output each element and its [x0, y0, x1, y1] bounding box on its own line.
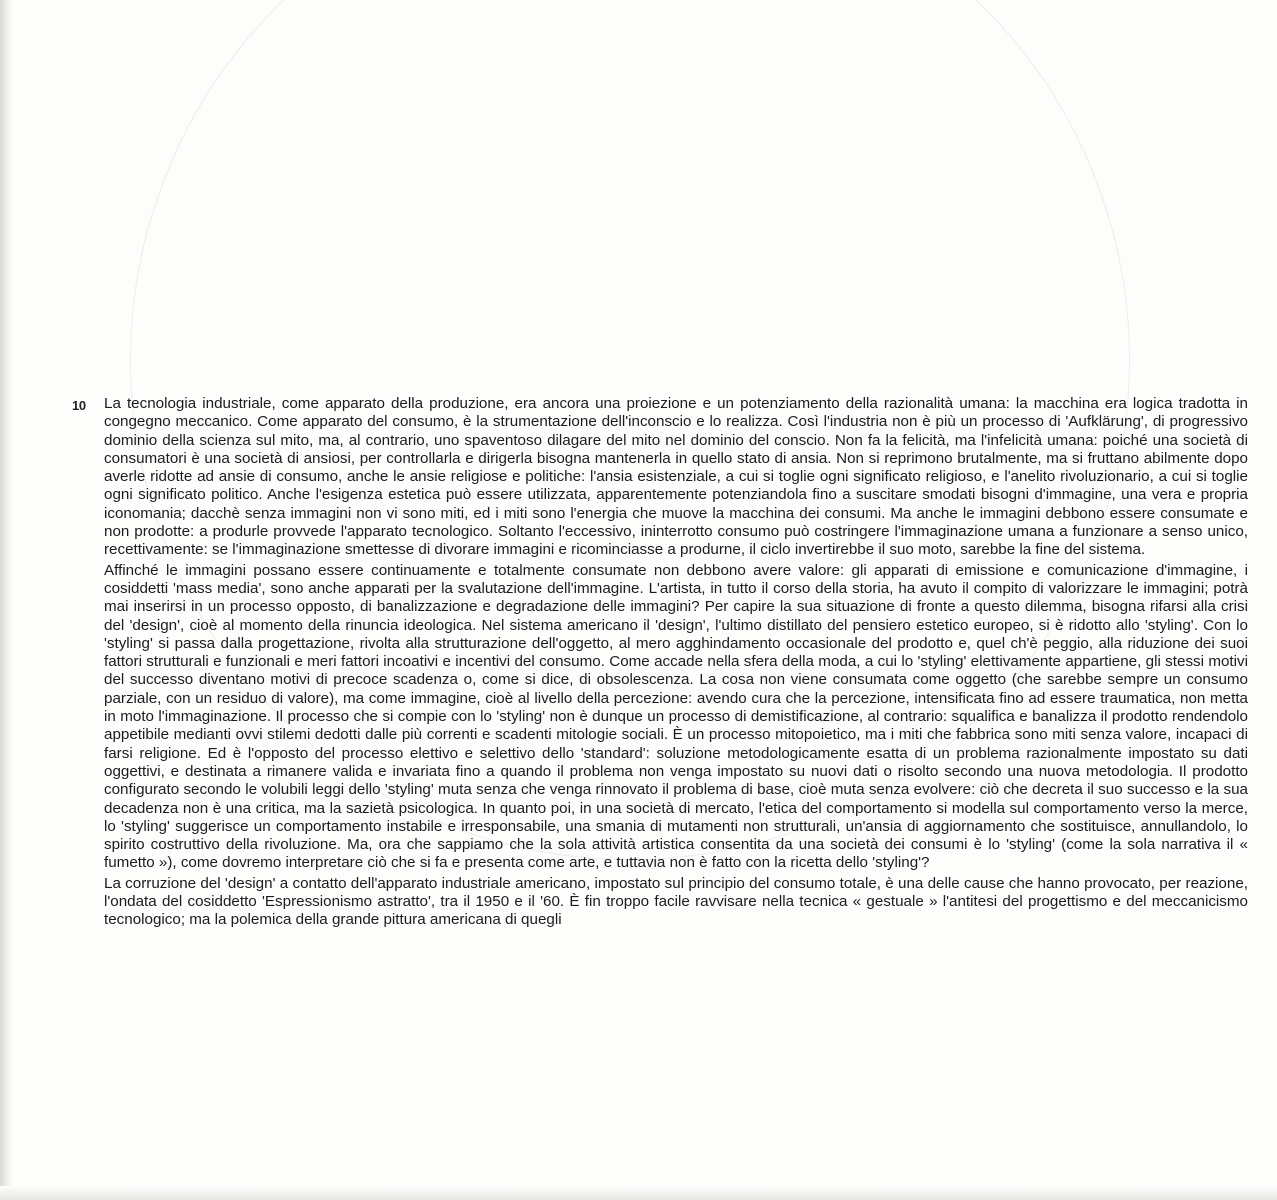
page-edge-left — [0, 0, 12, 1200]
page-edge-bottom — [0, 1186, 1277, 1200]
paragraph-1: La tecnologia industriale, come apparato della produzione, era ancora una proiezione e un potenziamento della razionalità umana: la macchina era logica tradotta in congegno meccanico. Come apparato del consumo, è la strumentazione dell'inconscio e lo realizza. Così l'industria non è più un processo di 'Aufklärung', di progressivo dominio della scienza sul mito, ma, al contrario, uno spaventoso dilagare del mito nel dominio del conscio. Non fa la felicità, ma l'infelicità umana: poiché una società di consumatori è una società di ansiosi, per controllarla e dirigerla bisogna mantenerla in quello stato di ansia. Non si reprimono brutalmente, ma si fruttano abilmente dopo averle ridotte ad ansie di consumo, anche le ansie religiose e politiche: l'ansia esistenziale, a cui si toglie ogni significato religioso, e l'anelito rivoluzionario, a cui si toglie ogni significato politico. Anche l'esigenza estetica può essere utilizzata, apparentemente potenziandola fino a suscitare smodati bisogni d'immagine, una vera e propria iconomania; dacchè senza immagini non vi sono miti, ed i miti sono l'energia che muove la macchina dei consumi. Ma anche le immagini debbono essere consumate e non prodotte: a produrle provvede l'apparato tecnologico. Soltanto l'eccessivo, ininterrotto consumo può costringere l'immaginazione umana a funzionare a senso unico, recettivamente: se l'immaginazione smettesse di divorare immagini e ricominciasse a produrne, il ciclo invertirebbe il suo moto, sarebbe la fine del sistema. — [104, 395, 1248, 559]
page-number: 10 — [72, 398, 86, 413]
body-text — [104, 395, 1248, 932]
paragraph-2: Affinché le immagini possano essere continuamente e totalmente consumate non debbono avere valore: gli apparati di emissione e comunicazione d'immagine, i cosiddetti 'mass media', sono anche apparati per la svalutazione dell'immagine. L'artista, in tutto il corso della storia, ha avuto il compito di valorizzare le immagini; potrà mai inserirsi in un processo opposto, di banalizzazione e degradazione delle immagini? Per capire la sua situazione di fronte a questo dilemma, bisogna rifarsi alla crisi del 'design', cioè al momento della rinuncia ideologica. Nel sistema americano il 'design', l'ultimo distillato del pensiero estetico europeo, si è ridotto allo 'styling'. Con lo 'styling' si passa dalla progettazione, rivolta alla strutturazione dell'oggetto, al mero agghindamento occasionale del prodotto e, quel ch'è peggio, alla riduzione dei suoi fattori strutturali e funzionali e meri fattori incoativi e incentivi del consumo. Come accade nella sfera della moda, a cui lo 'styling' elettivamente appartiene, gli stessi motivi del successo diventano motivi di precoce scadenza o, come si dice, di obsolescenza. La cosa non viene consumata come oggetto (che sarebbe sempre un consumo parziale, con un residuo di valore), ma come immagine, cioè al livello della percezione: avendo cura che la percezione, intensificata fino ad essere traumatica, non metta in moto l'immaginazione. Il processo che si compie con lo 'styling' non è dunque un processo di demistificazione, al contrario: squalifica e banalizza il prodotto rendendolo appetibile medianti ovvi stilemi dedotti dalle più correnti e scadenti mitologie sociali. È un processo mitopoietico, ma i miti che fabbrica sono miti senza valore, incapaci di farsi religione. Ed è l'opposto del processo elettivo e selettivo dello 'standard': soluzione metodologicamente esatta di un problema razionalmente impostato su dati oggettivi, e destinata a rimanere valida e invariata fino a quando il problema non venga impostato su nuovi dati o risolto secondo una nuova metodologia. Il prodotto configurato secondo le volubili leggi dello 'styling' muta senza che venga rinnovato il problema di base, cioè muta senza evolvere: ciò che decreta il suo successo e la sua decadenza non è una critica, ma la sazietà psicologica. In quanto poi, in una società di mercato, l'etica del comportamento si modella sul comportamento verso la merce, lo 'styling' suggerisce un comportamento instabile e irresponsabile, una smania di mutamenti non strutturali, un'ansia di aggiornamento che sostituisce, annullandolo, lo spirito costruttivo della rivoluzione. Ma, ora che sappiamo che la sola attività artistica consentita da una società dei consumi è lo 'styling' (come la sola narrativa il « fumetto »), come dovremo interpretare ciò che si fa e presenta come arte, e tuttavia non è fatto con la ricetta dello 'styling'? — [104, 561, 1248, 872]
paragraph-3: La corruzione del 'design' a contatto dell'apparato industriale americano, impostato sul principio del consumo totale, è una delle cause che hanno provocato, per reazione, l'ondata del cosiddetto 'Espressionismo astratto', tra il 1950 e il '60. È fin troppo facile ravvisare nella tecnica « gestuale » l'antitesi del progettismo e del meccanicismo tecnologico; ma la polemica della grande pittura americana di quegli — [104, 874, 1248, 929]
